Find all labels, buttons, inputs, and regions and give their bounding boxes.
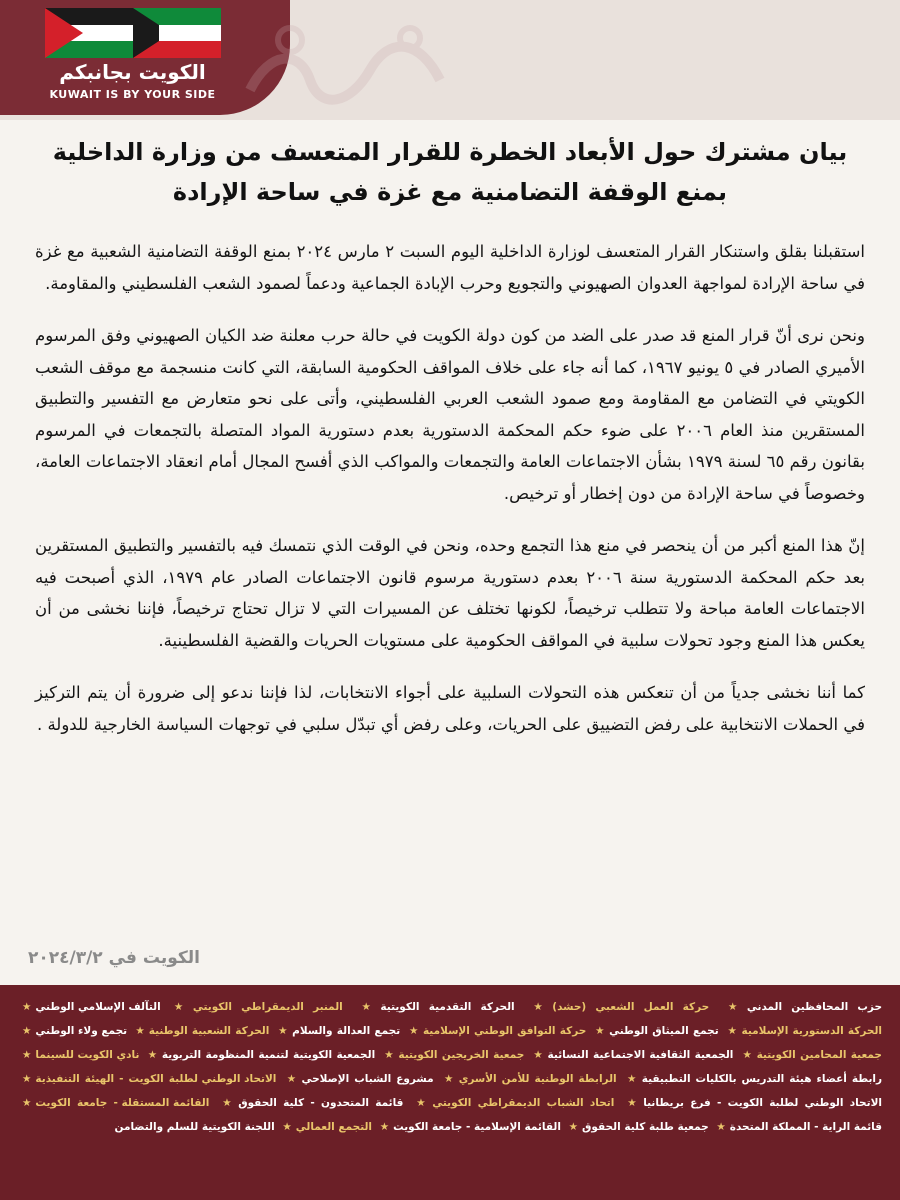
signatory-item: القائمة الإسلامية - جامعة الكويت: [393, 1121, 561, 1133]
separator-star-icon: ★: [413, 1097, 429, 1109]
separator-star-icon: ★: [532, 1049, 544, 1061]
logo-english-text: KUWAIT IS BY YOUR SIDE: [49, 88, 216, 101]
separator-star-icon: ★: [624, 1097, 640, 1109]
signatory-item: مشروع الشباب الإصلاحي: [301, 1073, 434, 1085]
logo-flags: [45, 8, 220, 58]
signatory-item: التآلف الإسلامي الوطني: [35, 1001, 161, 1013]
signatory-item: حزب المحافظين المدني: [746, 1001, 883, 1013]
separator-star-icon: ★: [527, 1001, 549, 1013]
separator-star-icon: ★: [22, 1049, 32, 1061]
paragraph-1: استقبلنا بقلق واستنكار القرار المتعسف لوزارة الداخلية اليوم السبت ٢ مارس ٢٠٢٤ بمنع الوقفة التضامنية الشعبية مع غزة في ساحة الإرادة لمواجهة العدوان الصهيوني والتجويع وحرب الإبادة الجماعية ودعماً لصمود الشعب الفلسطيني والمقاومة.: [35, 242, 866, 293]
separator-star-icon: ★: [408, 1025, 419, 1037]
statement-date: الكويت في ٢٠٢٤/٣/٢: [28, 948, 200, 968]
signatory-item: قائمة الراية - المملكة المتحدة: [729, 1121, 882, 1133]
separator-star-icon: ★: [379, 1121, 390, 1133]
signatory-item: حركة التوافق الوطني الإسلامية: [422, 1025, 587, 1037]
signatory-item: حركة العمل الشعبي (حشد): [552, 1001, 710, 1013]
signatory-item: جمعية المحامين الكويتية: [756, 1049, 882, 1061]
separator-star-icon: ★: [282, 1121, 292, 1133]
separator-star-icon: ★: [594, 1025, 606, 1037]
signatory-item: المنبر الديمقراطي الكويتي: [192, 1001, 343, 1013]
signatory-item: نادي الكويت للسينما: [35, 1049, 140, 1061]
signatory-item: الجمعية الكويتية لتنمية المنظومة التربوية: [161, 1049, 376, 1061]
logo-arabic-text: الكويت بجانبكم: [59, 60, 206, 84]
paragraph-2: ونحن نرى أنّ قرار المنع قد صدر على الضد من كون دولة الكويت في حالة حرب معلنة ضد الكيان الصهيوني وفق المرسوم الأميري الصادر في ٥ يونيو ١٩٦٧، كما أنه جاء على خلاف المواقف الحكومية السابقة، التي كانت منسجمة مع موقف الشعب الكويتي في التضامن مع المقاومة ومع صمود الشعب العربي الفلسطيني، وأتى على نحو متعارض مع التفسير والتطبيق المستقرين منذ العام ٢٠٠٦ على ضوء حكم المحكمة الدستورية بعدم دستورية المواد المتصلة بالتجمعات في المرسوم بقانون رقم ٦٥ لسنة ١٩٧٩ بشأن الاجتماعات العامة والتجمعات والمواكب الذي أفسح المجال أمام انعقاد الاجتماعات العامة، وخصوصاً في ساحة الإرادة من دون إخطار أو ترخيص.: [35, 326, 866, 503]
signatory-item: تجمع الميثاق الوطني: [609, 1025, 719, 1037]
separator-star-icon: ★: [134, 1025, 145, 1037]
signatory-item: جمعية طلبة كلية الحقوق: [582, 1121, 709, 1133]
separator-star-icon: ★: [741, 1049, 753, 1061]
statement-title: [40, 132, 860, 212]
signatory-item: الرابطة الوطنية للأمن الأسري: [458, 1073, 617, 1085]
separator-star-icon: ★: [219, 1097, 235, 1109]
separator-star-icon: ★: [716, 1121, 726, 1133]
signatory-item: اللجنة الكويتية للسلم والتضامن: [114, 1121, 275, 1133]
separator-star-icon: ★: [285, 1073, 298, 1085]
separator-star-icon: ★: [625, 1073, 638, 1085]
watermark-calligraphy: [230, 10, 480, 115]
signatory-item: التجمع العمالي: [295, 1121, 373, 1133]
signatory-item: القائمة المستقلة - جامعة الكويت: [35, 1097, 210, 1109]
signatory-item: الاتحاد الوطني لطلبة الكويت - فرع بريطانيا: [643, 1097, 882, 1109]
separator-star-icon: ★: [22, 1073, 32, 1085]
signatory-item: تجمع العدالة والسلام: [292, 1025, 401, 1037]
separator-star-icon: ★: [568, 1121, 579, 1133]
signatories-list: [18, 995, 882, 1139]
separator-star-icon: ★: [22, 1025, 32, 1037]
signatory-item: الحركة الشعبية الوطنية: [148, 1025, 270, 1037]
separator-star-icon: ★: [22, 1097, 32, 1109]
separator-star-icon: ★: [277, 1025, 289, 1037]
separator-star-icon: ★: [168, 1001, 189, 1013]
signatory-item: رابطة أعضاء هيئة التدريس بالكليات التطبيقية: [641, 1073, 883, 1085]
signatory-item: قائمة المتحدون - كلية الحقوق: [238, 1097, 404, 1109]
signatory-item: اتحاد الشباب الديمقراطي الكويتي: [432, 1097, 615, 1109]
title-line-1: بيان مشترك حول الأبعاد الخطرة للقرار المتعسف من وزارة الداخلية: [52, 138, 848, 166]
palestine-flag-icon: [45, 8, 133, 58]
signatory-item: تجمع ولاء الوطني: [35, 1025, 128, 1037]
kuwait-flag-icon: [133, 8, 221, 58]
signatory-item: الاتحاد الوطني لطلبة الكويت - الهيئة التنفيذية: [35, 1073, 277, 1085]
separator-star-icon: ★: [722, 1001, 743, 1013]
title-line-2: بمنع الوقفة التضامنية مع غزة في ساحة الإرادة: [172, 178, 728, 206]
paragraph-3: إنّ هذا المنع أكبر من أن ينحصر في منع هذا التجمع وحده، ونحن في الوقت الذي نتمسك فيه بالتفسير والتطبيق المستقرين بعد حكم المحكمة الدستورية سنة ٢٠٠٦ بعدم دستورية مرسوم قانون الاجتماعات الصادر عام ١٩٧٩، الذي أصبحت فيه الاجتماعات العامة مباحة ولا تتطلب ترخيصاً، لكونها تختلف عن المسيرات التي لا تزال تحتاج ترخيصاً، فإننا نخشى من أن يعكس هذا المنع وجود تحولات سلبية في المواقف الحكومية على مستويات الحريات والقضية الفلسطينية.: [35, 536, 866, 650]
signatory-item: الحركة الدستورية الإسلامية: [741, 1025, 883, 1037]
separator-star-icon: ★: [355, 1001, 377, 1013]
header-brand-band: [0, 0, 290, 115]
signatory-item: الجمعية الثقافية الاجتماعية النسائية: [547, 1049, 734, 1061]
separator-star-icon: ★: [147, 1049, 158, 1061]
signatories-footer: [0, 985, 900, 1200]
separator-star-icon: ★: [442, 1073, 455, 1085]
header-banner: [0, 0, 900, 120]
statement-body: [35, 236, 865, 761]
paragraph-4: كما أننا نخشى جدياً من أن تنعكس هذه التحولات السلبية على أجواء الانتخابات، لذا فإننا ندعو إلى ضرورة أن يتم التركيز في الحملات الانتخابية على رفض التضييق على الحريات، وعلى رفض أي تبدّل سلبي في توجهات السياسة الخارجية للدولة .: [35, 683, 865, 734]
separator-star-icon: ★: [383, 1049, 395, 1061]
separator-star-icon: ★: [22, 1001, 32, 1013]
signatory-item: جمعية الخريجين الكويتية: [398, 1049, 525, 1061]
signatory-item: الحركة التقدمية الكويتية: [380, 1001, 515, 1013]
separator-star-icon: ★: [726, 1025, 738, 1037]
